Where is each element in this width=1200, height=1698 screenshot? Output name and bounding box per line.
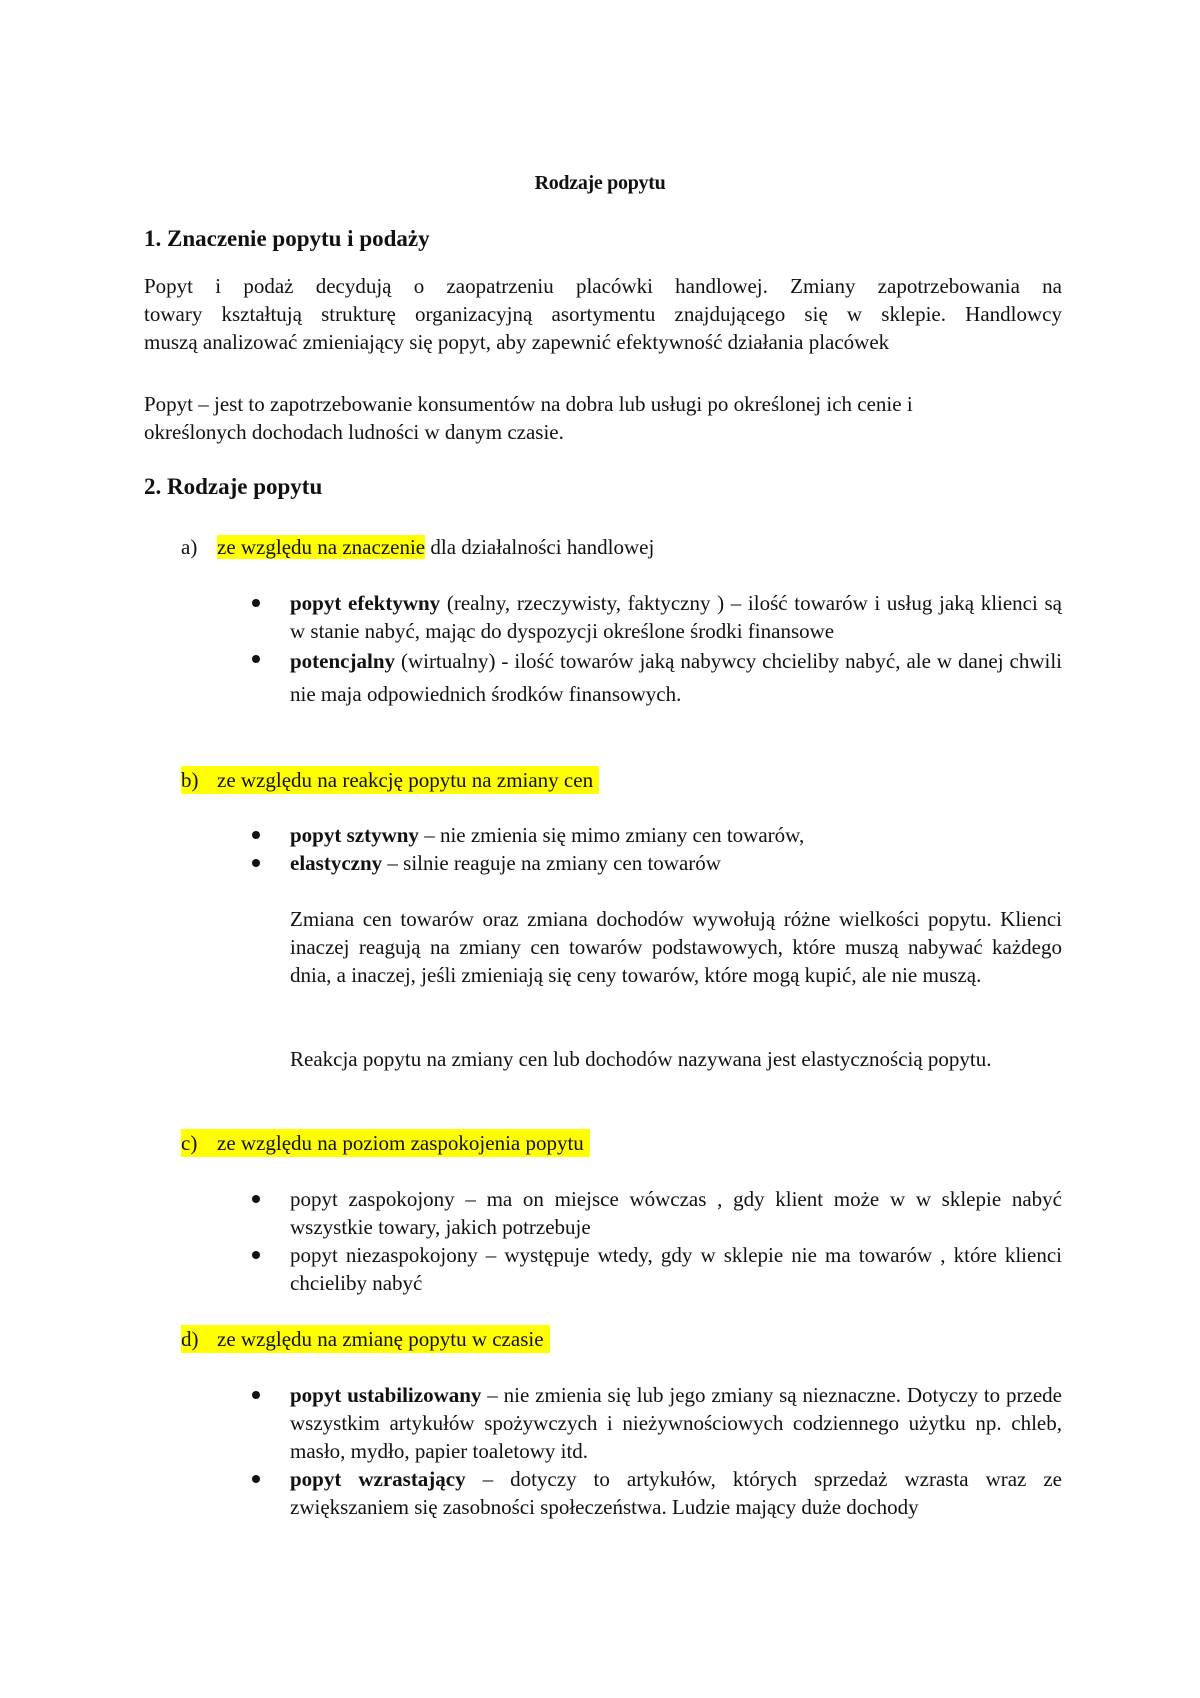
- subsection-b-note-1: Zmiana cen towarów oraz zmiana dochodów wywołują różne wielkości popytu. Klienci inaczej reagują na zmiany cen towarów podstawowych, które muszą nabywać każdego dnia, a inaczej, jeśli zmieniają się ceny towarów, które mogą kupić, ale nie muszą.: [290, 907, 1062, 987]
- list-item: [251, 1465, 1062, 1521]
- subsection-d-label: [181, 1325, 550, 1353]
- term-bold: elastyczny: [290, 851, 383, 875]
- term-bold: popyt efektywny: [290, 591, 441, 615]
- subsection-a-label: [181, 533, 654, 561]
- subsection-a-highlight: ze względu na znaczenie: [217, 535, 426, 559]
- subsection-b-title: ze względu na reakcję popytu na zmiany cen: [217, 768, 594, 792]
- subsection-d-list: [251, 1381, 1062, 1521]
- paragraph-line: Popyt i podaż decydują o zaopatrzeniu placówki handlowej. Zmiany zapotrzebowania na: [144, 274, 1062, 298]
- section-2-heading: 2. Rodzaje popytu: [144, 474, 323, 499]
- list-item: [251, 849, 1062, 877]
- term-description: – nie zmienia się mimo zmiany cen towarów,: [418, 823, 805, 847]
- subsection-a-rest: dla działalności handlowej: [425, 535, 655, 559]
- term-bold: popyt wzrastający: [290, 1467, 466, 1491]
- subsection-b-list: [251, 821, 1062, 877]
- term-description: – nie zmienia się lub jego zmiany są nieznaczne. Dotyczy to przede wszystkim artykułów spożywczych i nieżywnościowych codziennego użytku np. chleb, masło, mydło, papier toaletowy itd.: [290, 1383, 1063, 1463]
- section-1-paragraph-2: [144, 390, 1062, 446]
- subsection-c-label: [181, 1129, 590, 1157]
- paragraph-line: Popyt – jest to zapotrzebowanie konsumentów na dobra lub usługi po określonej ich cenie i: [144, 392, 913, 416]
- paragraph-line: towary kształtują strukturę organizacyjną asortymentu znajdującego się w sklepie. Handlowcy: [144, 302, 1062, 326]
- subsection-d-title: ze względu na zmianę popytu w czasie: [217, 1327, 544, 1351]
- list-item: [251, 645, 1062, 711]
- paragraph-line: muszą analizować zmieniający się popyt, aby zapewnić efektywność działania placówek: [144, 330, 890, 354]
- subsection-a-list: [251, 589, 1062, 711]
- subsection-c-title: ze względu na poziom zaspokojenia popytu: [217, 1131, 584, 1155]
- term-bold: potencjalny: [290, 649, 395, 673]
- section-1-paragraph-1: [144, 272, 1062, 356]
- subsection-c-list: [251, 1185, 1062, 1297]
- subsection-d-letter: d): [181, 1327, 199, 1351]
- list-item: popyt zaspokojony – ma on miejsce wówczas , gdy klient może w w sklepie nabyć wszystkie towary, jakich potrzebuje: [251, 1185, 1062, 1241]
- subsection-b-label: [181, 766, 599, 794]
- term-description: – silnie reaguje na zmiany cen towarów: [382, 851, 721, 875]
- subsection-b-note-2: Reakcja popytu na zmiany cen lub dochodów nazywana jest elastycznością popytu.: [290, 1047, 992, 1071]
- term-description: (wirtualny) - ilość towarów jaką nabywcy chcieliby nabyć, ale w danej chwili nie maja odpowiednich środków finansowych.: [290, 649, 1062, 706]
- term-bold: popyt sztywny: [290, 823, 419, 847]
- term-bold: popyt ustabilizowany: [290, 1383, 482, 1407]
- subsection-b-letter: b): [181, 768, 199, 792]
- section-1-heading: 1. Znaczenie popytu i podaży: [144, 226, 430, 251]
- list-item: [251, 821, 1062, 849]
- list-item: [251, 1381, 1062, 1465]
- term-description: – dotyczy to artykułów, których sprzedaż wzrasta wraz ze zwiększaniem się zasobności społeczeństwa. Ludzie mający duże dochody: [290, 1467, 1062, 1519]
- term-description: (realny, rzeczywisty, faktyczny ) – ilość towarów i usług jaką klienci są w stanie nabyć, mając do dyspozycji określone środki finansowe: [290, 591, 1062, 643]
- list-item: [251, 589, 1062, 645]
- subsection-c-letter: c): [181, 1131, 198, 1155]
- subsection-a-letter: a): [181, 535, 198, 559]
- document-title: Rodzaje popytu: [534, 172, 666, 194]
- list-item: popyt niezaspokojony – występuje wtedy, gdy w sklepie nie ma towarów , które klienci chcieliby nabyć: [251, 1241, 1062, 1297]
- paragraph-line: określonych dochodach ludności w danym czasie.: [144, 420, 564, 444]
